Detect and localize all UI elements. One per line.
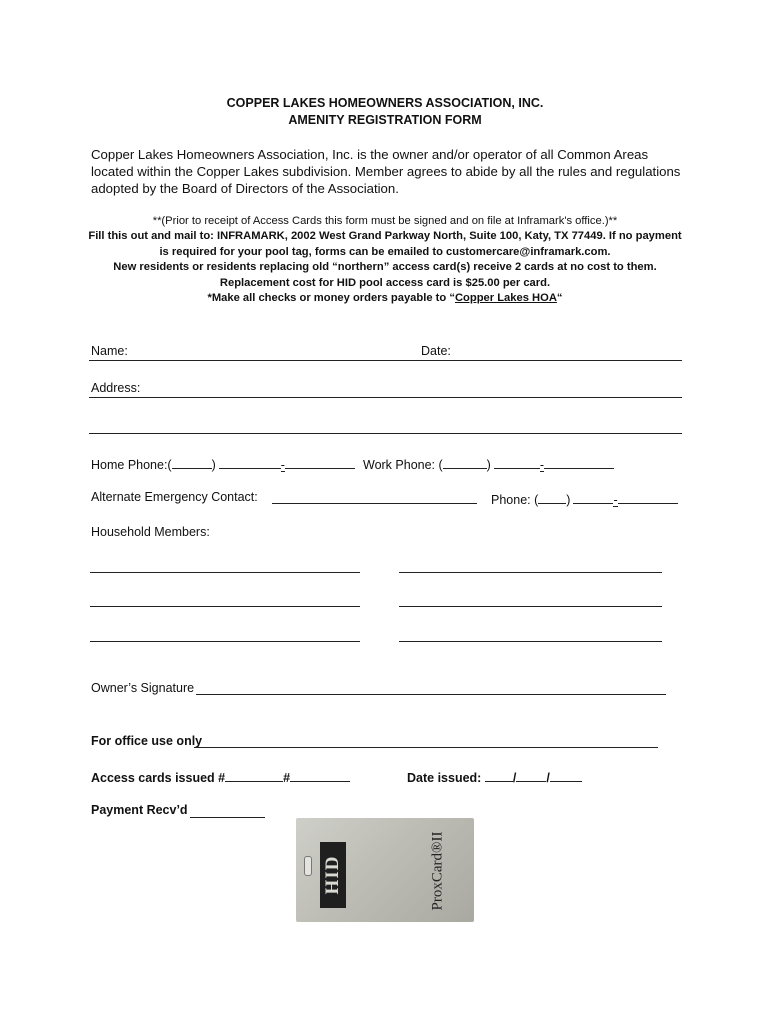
date-label: Date: [421,344,451,358]
access-card-2-blank[interactable] [290,768,350,782]
alt-contact-line[interactable] [272,503,477,504]
name-date-line[interactable] [89,360,682,361]
household-member-line[interactable] [399,641,662,642]
office-use-line[interactable] [194,747,658,748]
proxcard-label: ProxCard®II [429,831,446,911]
hid-logo: HID [320,842,346,908]
instruction-line: **(Prior to receipt of Access Cards this form must be signed and on file at Inframark's office.)** [152,215,618,227]
address-line-1[interactable] [89,397,682,398]
alt-phone-number-blank[interactable] [618,490,678,504]
home-phone-label: Home Phone:( [91,458,172,472]
payment-line[interactable] [190,817,265,818]
household-member-line[interactable] [90,572,360,573]
alt-phone-paren: ) [566,493,571,507]
payment-label: Payment Recv’d [91,803,188,817]
form-title: AMENITY REGISTRATION FORM [288,113,482,127]
household-member-line[interactable] [90,606,360,607]
date-month-blank[interactable] [485,768,513,782]
hid-proxcard-image [296,818,474,922]
office-use-heading: For office use only [91,734,203,748]
date-slash: / [512,771,517,785]
work-phone-area-blank[interactable] [443,455,487,469]
home-phone-paren: ) [211,458,216,472]
signature-label: Owner’s Signature [91,681,195,695]
signature-line[interactable] [196,694,666,695]
work-phone-label: Work Phone: ( [363,458,443,472]
household-member-line[interactable] [399,572,662,573]
date-year-blank[interactable] [550,768,582,782]
payee-name: Copper Lakes HOA [454,292,557,305]
instruction-line: Replacement cost for HID pool access card is $25.00 per card. [219,276,551,289]
alt-phone-field [491,490,678,507]
payee-suffix: “ [556,292,563,305]
alt-phone-dash: - [613,493,618,507]
home-phone-dash: - [280,458,285,472]
household-member-line[interactable] [90,641,360,642]
alt-phone-label: Phone: ( [491,493,539,507]
household-label: Household Members: [91,525,210,539]
instruction-line: is required for your pool tag, forms can be emailed to customercare@inframark.com. [159,245,611,258]
work-phone-paren: ) [486,458,491,472]
date-issued-field [407,768,582,785]
home-phone-area-blank[interactable] [172,455,212,469]
access-card-hash: # [283,771,291,785]
address-label: Address: [91,381,141,395]
date-slash: / [546,771,550,785]
work-phone-number-blank[interactable] [544,455,614,469]
intro-paragraph: Copper Lakes Homeowners Association, Inc. is the owner and/or operator of all Common Areas located within the Copper Lakes subdivision. Member agrees to abide by all the rules and regulations adopted by the Board of Directors of the Association. [91,147,681,196]
instructions-block [60,214,710,306]
name-label: Name: [91,344,128,358]
address-line-2[interactable] [89,433,682,434]
home-phone-prefix-blank[interactable] [219,455,281,469]
alt-contact-label: Alternate Emergency Contact: [91,490,258,504]
alt-phone-prefix-blank[interactable] [573,490,613,504]
org-title: COPPER LAKES HOMEOWNERS ASSOCIATION, INC. [226,96,544,110]
payee-prefix: *Make all checks or money orders payable to “ [207,292,455,305]
instruction-line [60,291,710,306]
work-phone-prefix-blank[interactable] [494,455,540,469]
access-cards-label: Access cards issued # [91,771,226,785]
work-phone-dash: - [539,458,545,472]
home-phone-number-blank[interactable] [285,455,355,469]
alt-phone-area-blank[interactable] [538,490,566,504]
date-day-blank[interactable] [516,768,546,782]
access-card-1-blank[interactable] [225,768,283,782]
home-phone-field [91,455,355,472]
date-issued-label: Date issued: [407,771,482,785]
household-member-line[interactable] [399,606,662,607]
card-slot [304,856,312,876]
work-phone-field [363,455,614,472]
instruction-line: New residents or residents replacing old “northern” access card(s) receive 2 cards at no cost to them. [113,261,657,274]
instruction-line: Fill this out and mail to: INFRAMARK, 2002 West Grand Parkway North, Suite 100, Katy, TX 77449. If no payment [88,230,682,243]
access-cards-field [91,768,350,785]
